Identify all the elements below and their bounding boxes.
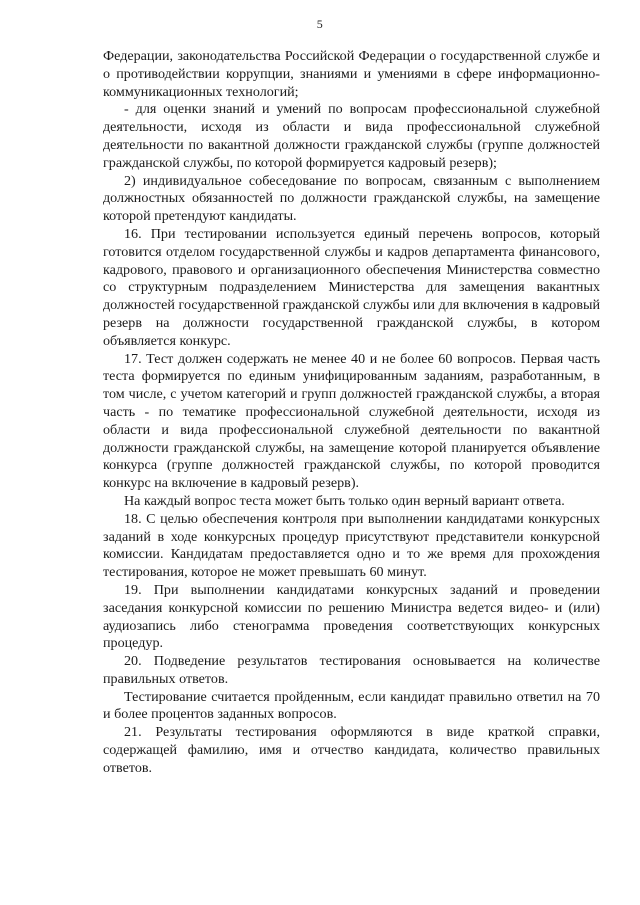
page-number: 5 — [316, 17, 324, 31]
paragraph-clause-19: 19. При выполнении кандидатами конкурсных заданий и проведении заседания конкурсной комиссии по решению Министра ведется видео- и (или) аудиозапись либо стенограмма проведения соответствующих конкурсных процедур. — [103, 581, 600, 652]
document-body — [103, 48, 600, 778]
paragraph-clause-17: 17. Тест должен содержать не менее 40 и не более 60 вопросов. Первая часть теста формируется по единым унифицированным заданиям, разработанным, в том числе, с учетом категорий и групп должностей гражданской службы, а вторая часть - по тематике профессиональной служебной деятельности, исходя из области и вида профессиональной служебной деятельности по вакантной должности гражданской службы, на замещение которой планируется объявление конкурса (группе должностей гражданской службы, по которой проводится конкурс на включение в кадровый резерв). — [103, 350, 600, 492]
paragraph-continuation: Федерации, законодательства Российской Федерации о государственной службе и о противодействии коррупции, знаниями и умениями в сфере информационно-коммуникационных технологий; — [103, 48, 600, 100]
paragraph-list-item: - для оценки знаний и умений по вопросам профессиональной служебной деятельности, исходя из области и вида профессиональной служебной деятельности по вакантной должности гражданской службы (группе должностей гражданской службы, по которой формируется кадровый резерв); — [103, 101, 600, 171]
paragraph-clause-16: 16. При тестировании используется единый перечень вопросов, который готовится отделом государственной службы и кадров департамента финансового, кадрового, правового и организационного обеспечения Министерства совместно со структурным подразделением Министерства для замещения вакантных должностей государственной гражданской службы или для включения в кадровый резерв на должности государственной гражданской службы, в котором объявляется конкурс. — [103, 225, 600, 349]
paragraph-clause-18: 18. С целью обеспечения контроля при выполнении кандидатами конкурсных заданий в ходе конкурсных процедур присутствуют представители конкурсной комиссии. Кандидатам предоставляется одно и то же время для прохождения тестирования, которое не может превышать 60 минут. — [103, 510, 600, 581]
paragraph-list-item: 2) индивидуальное собеседование по вопросам, связанным с выполнением должностных обязанностей по должности гражданской службы, на замещение которой претендуют кандидаты. — [103, 172, 600, 225]
paragraph: Тестирование считается пройденным, если кандидат правильно ответил на 70 и более процентов заданных вопросов. — [103, 688, 600, 723]
paragraph: На каждый вопрос теста может быть только один верный вариант ответа. — [124, 492, 565, 509]
paragraph-clause-21: 21. Результаты тестирования оформляются в виде краткой справки, содержащей фамилию, имя и отчество кандидата, количество правильных ответов. — [103, 724, 600, 776]
paragraph-clause-20: 20. Подведение результатов тестирования основывается на количестве правильных ответов. — [103, 653, 600, 687]
